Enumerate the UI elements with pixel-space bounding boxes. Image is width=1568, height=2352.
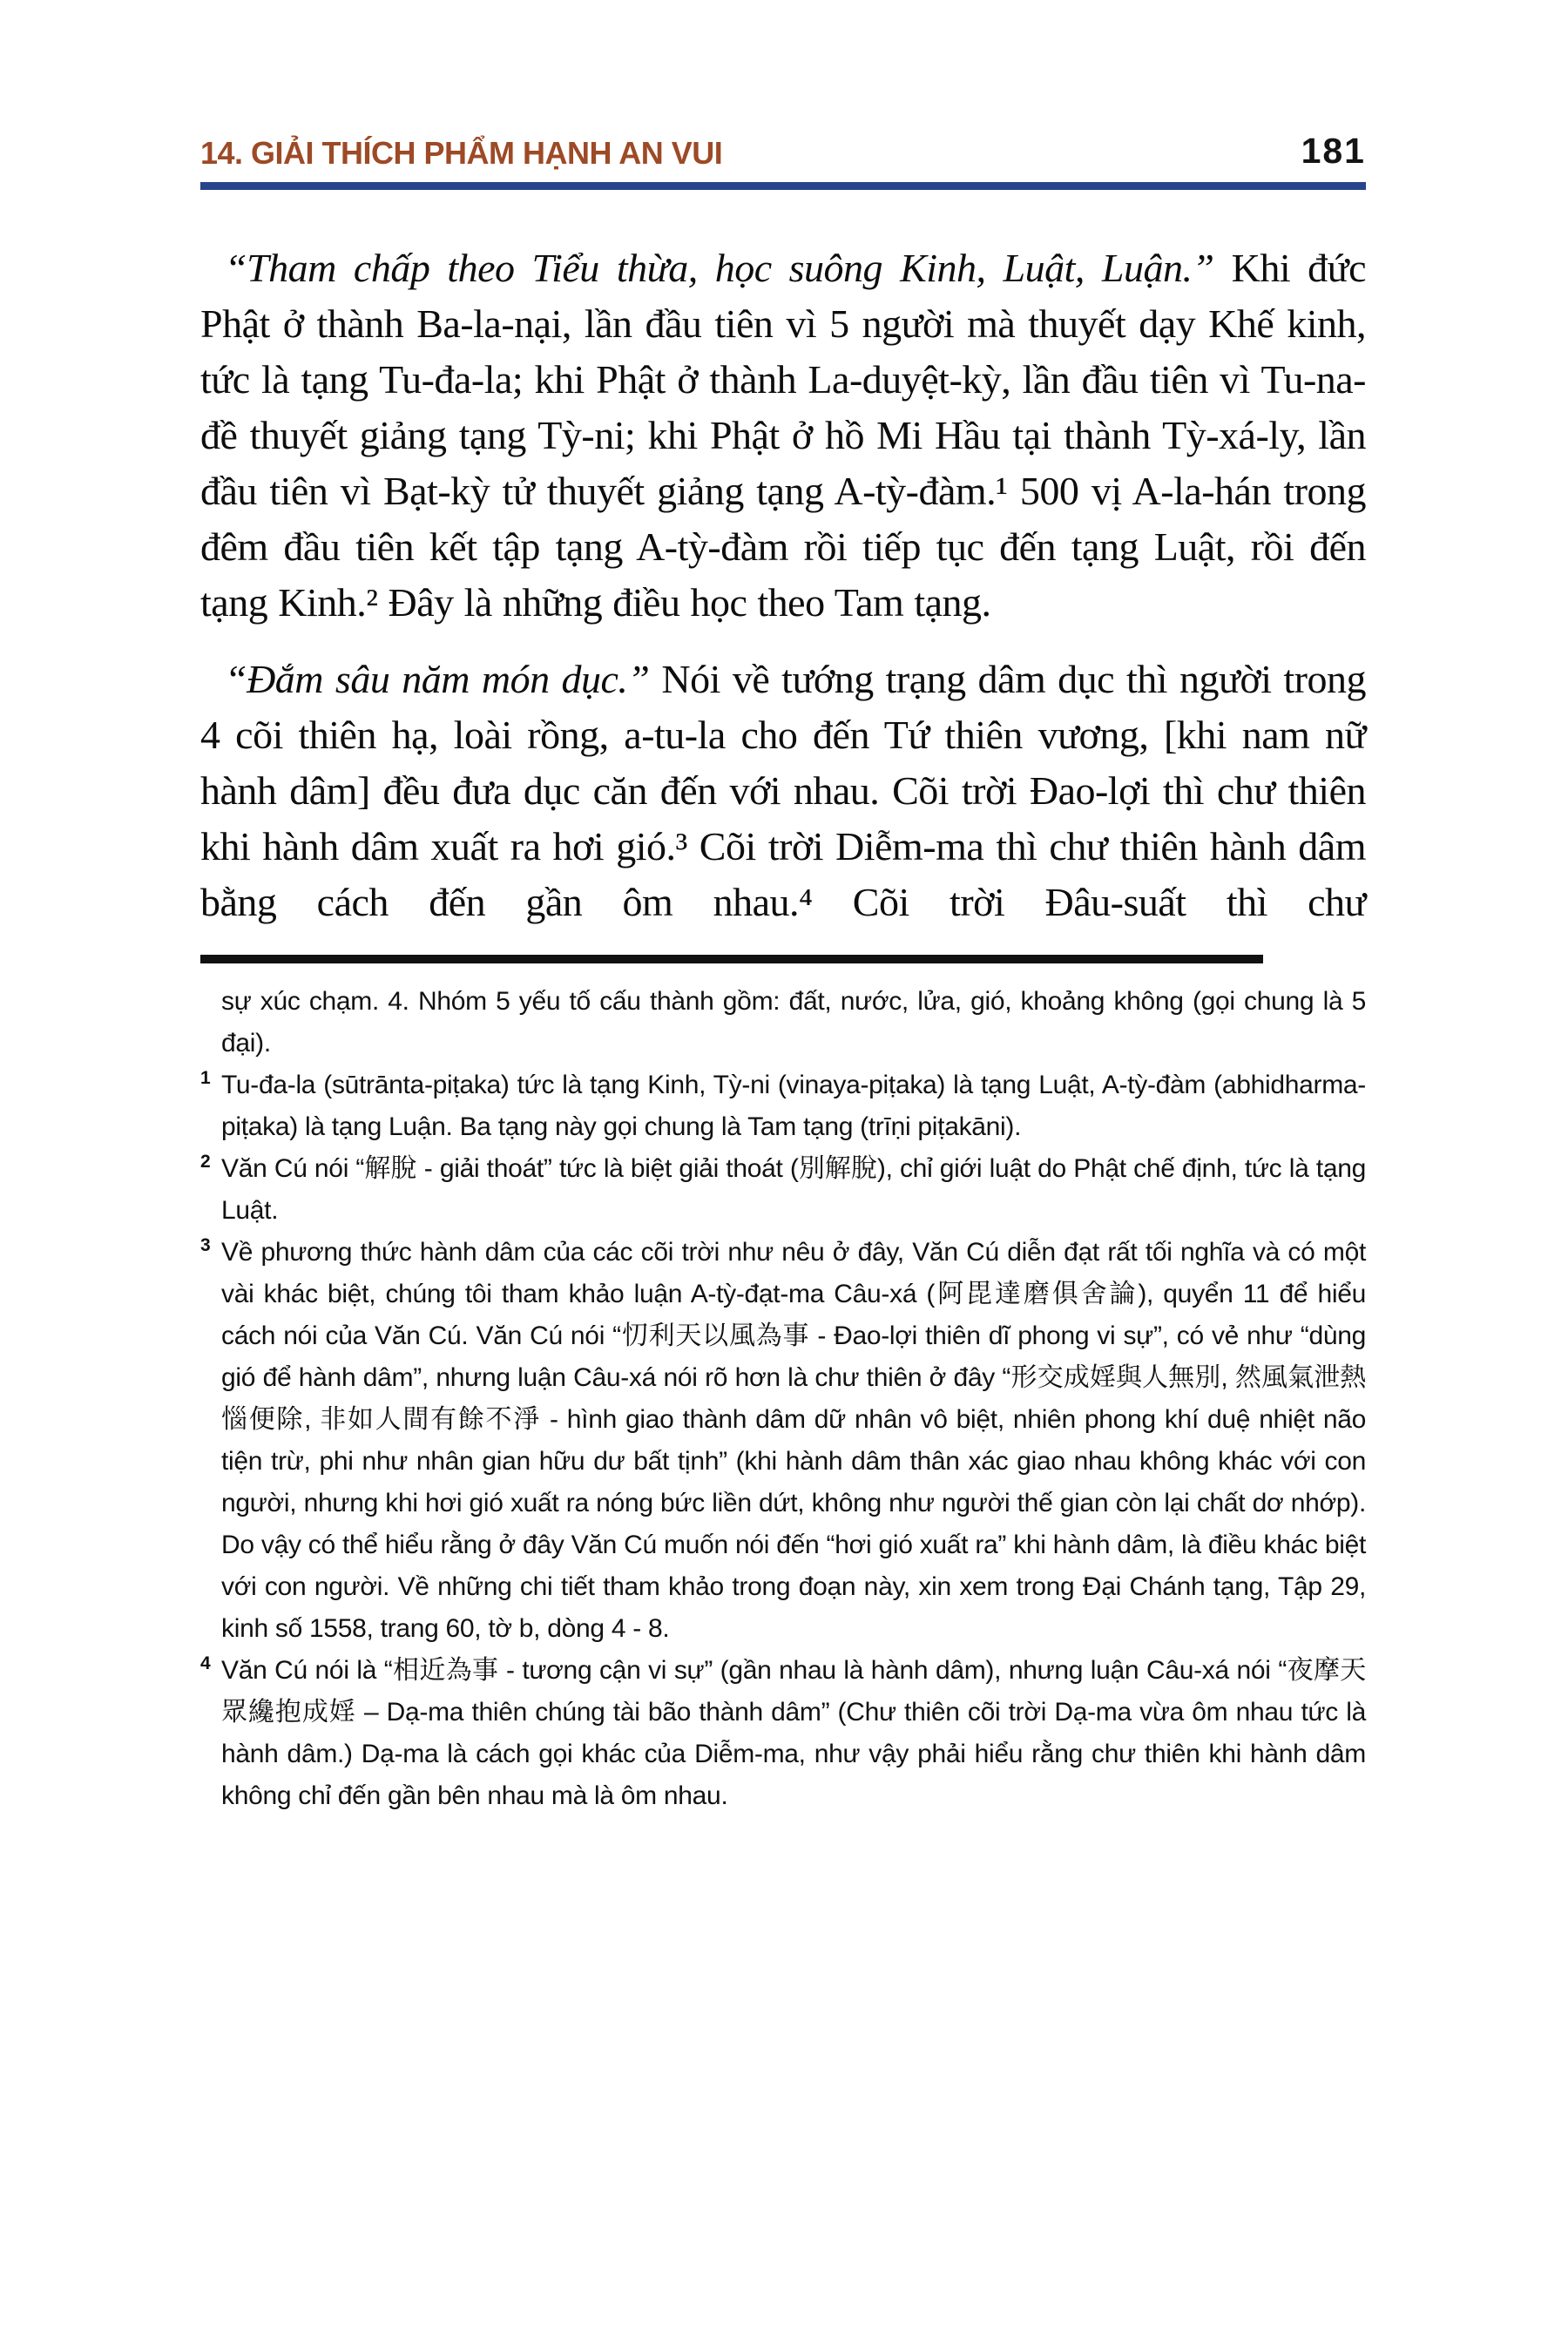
footnote-1-text: Tu-đa-la (sūtrānta-piṭaka) tức là tạng Kinh, Tỳ-ni (vinaya-piṭaka) là tạng Luật, A-tỳ-đàm (abhidharma-piṭaka) là tạng Luận. Ba tạng này gọi chung là Tam tạng (trīṇi piṭakāni). [221,1071,1366,1141]
paragraph-2-text: Nói về tướng trạng dâm dục thì người trong 4 cõi thiên hạ, loài rồng, a-tu-la cho đến Tứ thiên vương, [khi nam nữ hành dâm] đều đưa dục căn đến với nhau. Cõi trời Đao-lợi thì chư thiên khi hành dâm xuất ra hơi gió.³ Cõi trời Diễm-ma thì chư thiên hành dâm bằng cách đến gần ôm nhau.⁴ Cõi trời Đâu-suất thì chư [200,657,1366,924]
footnote-2 [200,1148,1366,1232]
paragraph-1 [200,240,1366,631]
footnotes-section [200,981,1366,1817]
header-rule [200,182,1366,190]
paragraph-2 [200,652,1366,930]
footnote-4-text: Văn Cú nói là “相近為事 - tương cận vi sự” (gần nhau là hành dâm), nhưng luận Câu-xá nói “夜摩天眾纔抱成婬 – Dạ-ma thiên chúng tài bão thành dâm” (Chư thiên cõi trời Dạ-ma vừa ôm nhau tức là hành dâm.) Dạ-ma là cách gọi khác của Diễm-ma, như vậy phải hiểu rằng chư thiên khi hành dâm không chỉ đến gần bên nhau mà là ôm nhau. [221,1656,1366,1810]
footnote-4-number: 4 [200,1653,211,1673]
page-number: 181 [1301,131,1366,171]
footnote-separator-rule [200,955,1263,963]
running-header-title: 14. GIẢI THÍCH PHẨM HẠNH AN VUI [200,135,723,171]
paragraph-2-lead-quote: “Đắm sâu năm món dục.” [225,657,650,701]
footnote-3-number: 3 [200,1235,211,1255]
footnote-2-text: Văn Cú nói “解脫 - giải thoát” tức là biệt giải thoát (別解脫), chỉ giới luật do Phật chế định, tức là tạng Luật. [221,1154,1366,1225]
footnote-3 [200,1232,1366,1650]
footnote-3-text: Về phương thức hành dâm của các cõi trời như nêu ở đây, Văn Cú diễn đạt rất tối nghĩa và có một vài khác biệt, chúng tôi tham khảo luận A-tỳ-đạt-ma Câu-xá (阿毘達磨俱舍論), quyển 11 để hiểu cách nói của Văn Cú. Văn Cú nói “忉利天以風為事 - Đao-lợi thiên dĩ phong vi sự”, có vẻ như “dùng gió để hành dâm”, nhưng luận Câu-xá nói rõ hơn là chư thiên ở đây “形交成婬與人無別, 然風氣泄熱惱便除, 非如人間有餘不淨 - hình giao thành dâm dữ nhân vô biệt, nhiên phong khí duệ nhiệt não tiện trừ, phi như nhân gian hữu dư bất tịnh” (khi hành dâm thân xác giao nhau không khác với con người, nhưng khi hơi gió xuất ra nóng bức liền dứt, không như người thế gian còn lại chất dơ nhớp). Do vậy có thể hiểu rằng ở đây Văn Cú muốn nói đến “hơi gió xuất ra” khi hành dâm, là điều khác biệt với con người. Về những chi tiết tham khảo trong đoạn này, xin xem trong Đại Chánh tạng, Tập 29, kinh số 1558, trang 60, tờ b, dòng 4 - 8. [221,1238,1366,1643]
paragraph-1-lead-quote: “Tham chấp theo Tiểu thừa, học suông Kinh, Luật, Luận.” [225,246,1214,290]
page-header [200,131,1366,172]
paragraph-1-text: Khi đức Phật ở thành Ba-la-nại, lần đầu tiên vì 5 người mà thuyết dạy Khế kinh, tức là tạng Tu-đa-la; khi Phật ở thành La-duyệt-kỳ, lần đầu tiên vì Tu-na-đề thuyết giảng tạng Tỳ-ni; khi Phật ở hồ Mi Hầu tại thành Tỳ-xá-ly, lần đầu tiên vì Bạt-kỳ tử thuyết giảng tạng A-tỳ-đàm.¹ 500 vị A-la-hán trong đêm đầu tiên kết tập tạng A-tỳ-đàm rồi tiếp tục đến tạng Luật, rồi đến tạng Kinh.² Đây là những điều học theo Tam tạng. [200,246,1366,625]
body-text [200,240,1366,930]
footnote-4 [200,1650,1366,1817]
footnote-1-number: 1 [200,1068,211,1088]
footnote-continuation: sự xúc chạm. 4. Nhóm 5 yếu tố cấu thành gồm: đất, nước, lửa, gió, khoảng không (gọi chung là 5 đại). [221,987,1366,1058]
footnote-1 [200,1064,1366,1148]
footnote-2-number: 2 [200,1152,211,1172]
page-content [200,131,1366,1817]
